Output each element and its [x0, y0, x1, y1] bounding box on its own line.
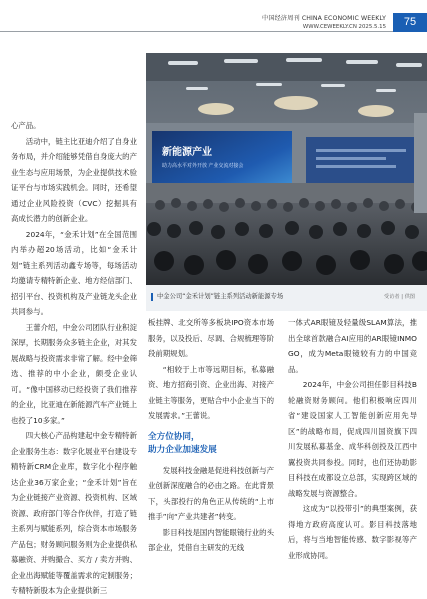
paragraph: 王蕾介绍，中金公司团队行业积淀深厚，长期服务众多链主企业，对其发展战略与投资需求非常了解。经中金筛选、推荐的中小企业，颇受企业认可。“像中国移动已经投资了我们推荐的企业，比亚迪在新能源汽车产业链上也投了10多家。”: [11, 322, 137, 425]
section-heading-line: 助力企业加速发展: [148, 445, 217, 455]
screen-subtitle: 助力高水平对外开放 产业交流对接会: [162, 163, 244, 169]
paragraph: 活动中，链主比亚迪介绍了自身业务布局，并介绍能够凭借自身庞大的产业生态与应用场景，为企业提供技术验证平台与市场实践机会。同时，还希望通过企业风险投资（CVC）挖掘具有高成长潜力的创新企业。: [11, 136, 137, 223]
article-column-1: [11, 118, 137, 599]
paragraph: 发展科技金融是促进科技创新与产业创新深度融合的必由之路。在此背景下，头部投行的角色正从传统的“上市推手”向“产业共建者”转变。: [148, 465, 274, 521]
article-column-3: [288, 315, 417, 563]
magazine-name: 中国经济周刊 CHINA ECONOMIC WEEKLY: [262, 15, 386, 22]
paragraph: 板挂牌、北交所等多板块IPO资本市场服务，以及投后、尽调、合规梳理等阶段前期规划。: [148, 318, 274, 358]
paragraph: 2024年，中金公司担任影目科技B轮融资财务顾问。他们积极响应四川省“建设国家人工智能创新应用先导区”的战略布局，促成四川国资旗下四川发展私募基金、成华科创投及江西中翼投资共同参投。同时，也们还协助影目科技在成都设立总部，实现跨区域的战略发展与资源整合。: [288, 380, 417, 498]
paragraph: 2024年，“金禾计划”在全国范围内举办超20场活动，比如“金禾计划”链主系列活动鑫专场等，每场活动均邀请专精特新企业、地方经信部门、招引平台、投资机构及产业链龙头企业共同参与。: [11, 229, 137, 316]
running-header: [262, 14, 386, 32]
screen-title: 新能源产业: [162, 147, 212, 158]
paragraph: 影目科技是国内智能眼镜行业的头部企业，凭借自主研发的无线: [148, 527, 274, 552]
paragraph: 这成为“以投带引”的典型案例，获得地方政府高度认可。影目科技落地后，将与当地智能传感、数字影视等产业形成协同。: [288, 504, 417, 560]
paragraph: “相较于上市等远期目标，私募融资、地方招商引资、企业出海、对接产业链主等服务，更贴合中小企业当下的发展需求。”王蕾说。: [148, 364, 274, 420]
header-rule: [0, 31, 393, 32]
paragraph: 一体式AR眼镜及轻量级SLAM算法，推出全球首款融合AI应用的AR眼镜INMO GO，成为Meta眼镜较有力的中国竞品。: [288, 318, 417, 374]
paragraph: 四大核心产品构建起中金专精特新企业服务生态：数字化展业平台建设专精特新CRM企业库，数字化小程序触达企业36万家企业；“金禾计划”旨在为企业链接产业资源、投资机构、区域资源、政府部门等合作伙伴，打造了链主系列与赋能系列，综合资本市场服务产品包；财务顾问服务则为企业提供私募融资、并购撮合、买方 / 卖方并购、企业出海赋能等覆盖需求的定制服务；专精特新股本为企业提供新三: [11, 431, 137, 595]
page-number: 75: [393, 13, 427, 32]
photo-caption: 中金公司“金禾计划”链主系列活动新能源专场: [157, 293, 284, 300]
caption-accent-bar: [151, 293, 153, 301]
paragraph: 心产品。: [11, 121, 41, 130]
article-column-2: [148, 315, 274, 556]
event-photo: [146, 53, 427, 285]
photo-credit: 受访者 | 供图: [384, 294, 415, 300]
section-heading: [148, 431, 274, 458]
section-heading-line: 全方位协同，: [148, 431, 200, 442]
site-and-issue: WWW.CEWEEKLY.CN 2025.5.15: [302, 24, 386, 30]
